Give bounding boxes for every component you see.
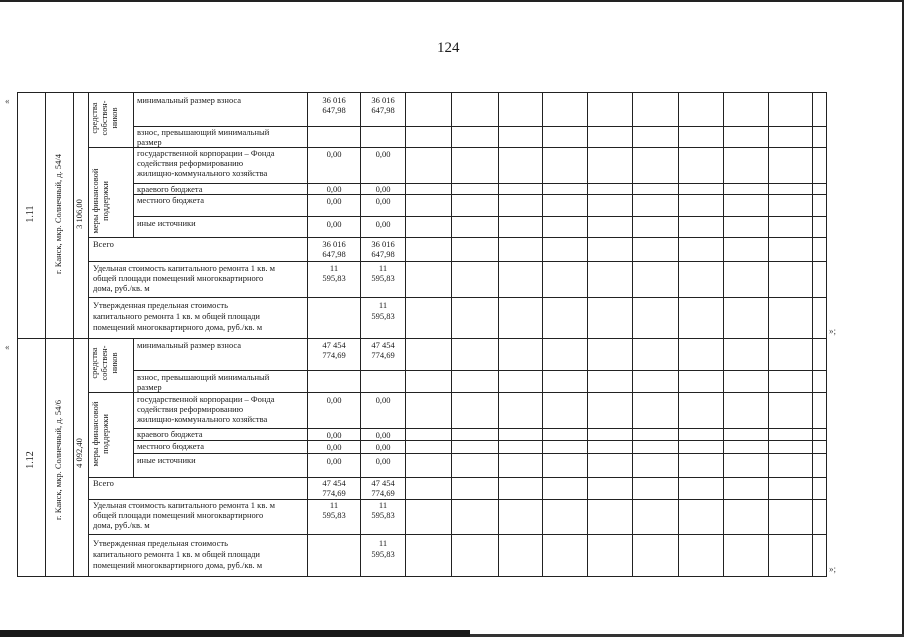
label-state-corp: содействия реформированию [137,158,244,168]
label-state-corp: содействия реформированию [137,404,244,414]
value-cell: 0,00 [326,219,342,229]
row-number: 1.11 [25,205,36,223]
group-label-owners: средства собствен-ников [89,345,119,381]
area-cell: 3 106,00 [74,199,84,229]
label-over-min: размер [137,137,162,147]
label-limit-cost: Утвержденная предельная стоимость [93,538,229,548]
value-cell: 11 [378,263,388,273]
label-state-corp: жилищно-коммунального хозяйства [137,414,268,424]
value-cell: 0,00 [326,430,342,440]
value-cell: 595,83 [371,510,395,520]
value-cell: 36 016 [371,239,395,249]
value-cell: 774,69 [371,350,395,360]
value-cell: 47 454 [371,478,395,488]
value-cell: 647,98 [371,105,395,115]
label-limit-cost: помещений многоквартирного дома, руб./кв. м [93,322,263,332]
label-over-min: взнос, превышающий минимальный [137,372,270,382]
value-cell: 11 [378,538,388,548]
value-cell: 11 [329,500,339,510]
value-cell: 647,98 [322,105,346,115]
label-limit-cost: капитального ремонта 1 кв. м общей площади [93,311,260,321]
label-total: Всего [93,239,114,249]
group-label-owners: средства собствен-ников [89,100,119,136]
label-other: иные источники [137,455,196,465]
area-cell: 4 092,40 [74,438,84,468]
value-cell: 595,83 [322,510,346,520]
value-cell: 0,00 [326,456,342,466]
label-limit-cost: Утвержденная предельная стоимость [93,300,229,310]
value-cell: 647,98 [322,249,346,259]
value-cell: 0,00 [375,149,391,159]
left-margin-mark: « [5,342,10,352]
label-limit-cost: капитального ремонта 1 кв. м общей площади [93,549,260,559]
value-cell: 0,00 [375,442,391,452]
value-cell: 0,00 [375,219,391,229]
label-unit-cost: дома, руб./кв. м [93,520,150,530]
row-number: 1.12 [25,451,36,469]
label-over-min: взнос, превышающий минимальный [137,127,270,137]
end-mark: »; [829,326,837,336]
left-margin-mark: « [5,96,10,106]
value-cell: 0,00 [375,456,391,466]
label-local: местного бюджета [137,441,204,451]
label-regional: краевого бюджета [137,429,203,439]
value-cell: 774,69 [371,488,395,498]
end-mark: »; [829,564,837,574]
value-cell: 0,00 [375,430,391,440]
value-cell: 0,00 [375,184,391,194]
page-number: 124 [437,40,460,56]
label-unit-cost: Удельная стоимость капитального ремонта 1 кв. м [93,500,275,510]
label-unit-cost: общей площади помещений многоквартирного [93,510,264,520]
label-min-fee: минимальный размер взноса [137,95,242,105]
value-cell: 595,83 [371,273,395,283]
value-cell: 47 454 [322,340,346,350]
value-cell: 595,83 [371,311,395,321]
value-cell: 11 [378,300,388,310]
label-unit-cost: дома, руб./кв. м [93,283,150,293]
value-cell: 595,83 [322,273,346,283]
value-cell: 11 [378,500,388,510]
label-min-fee: минимальный размер взноса [137,340,242,350]
address-cell: г. Канск, мкр. Солнечный, д. 54/6 [53,400,63,520]
value-cell: 774,69 [322,350,346,360]
label-other: иные источники [137,218,196,228]
value-cell: 0,00 [326,184,342,194]
value-cell: 0,00 [326,395,342,405]
label-unit-cost: общей площади помещений многоквартирного [93,273,264,283]
value-cell: 774,69 [322,488,346,498]
label-regional: краевого бюджета [137,184,203,194]
value-cell: 647,98 [371,249,395,259]
value-cell: 11 [329,263,339,273]
label-local: местного бюджета [137,195,204,205]
value-cell: 36 016 [322,239,346,249]
value-cell: 36 016 [322,95,346,105]
value-cell: 0,00 [326,442,342,452]
group-label-support: меры финансовой поддержки [90,168,110,234]
label-state-corp: государственной корпорации – Фонда [137,394,275,404]
value-cell: 0,00 [326,149,342,159]
value-cell: 0,00 [375,395,391,405]
label-total: Всего [93,478,114,488]
label-unit-cost: Удельная стоимость капитального ремонта 1 кв. м [93,263,275,273]
address-cell: г. Канск, мкр. Солнечный, д. 54/4 [53,154,63,274]
label-limit-cost: помещений многоквартирного дома, руб./кв. м [93,560,263,570]
value-cell: 47 454 [371,340,395,350]
value-cell: 36 016 [371,95,395,105]
label-state-corp: жилищно-коммунального хозяйства [137,168,268,178]
label-over-min: размер [137,382,162,392]
group-label-support: меры финансовой поддержки [90,401,110,467]
value-cell: 0,00 [375,196,391,206]
label-state-corp: государственной корпорации – Фонда [137,148,275,158]
value-cell: 0,00 [326,196,342,206]
value-cell: 595,83 [371,549,395,559]
value-cell: 47 454 [322,478,346,488]
